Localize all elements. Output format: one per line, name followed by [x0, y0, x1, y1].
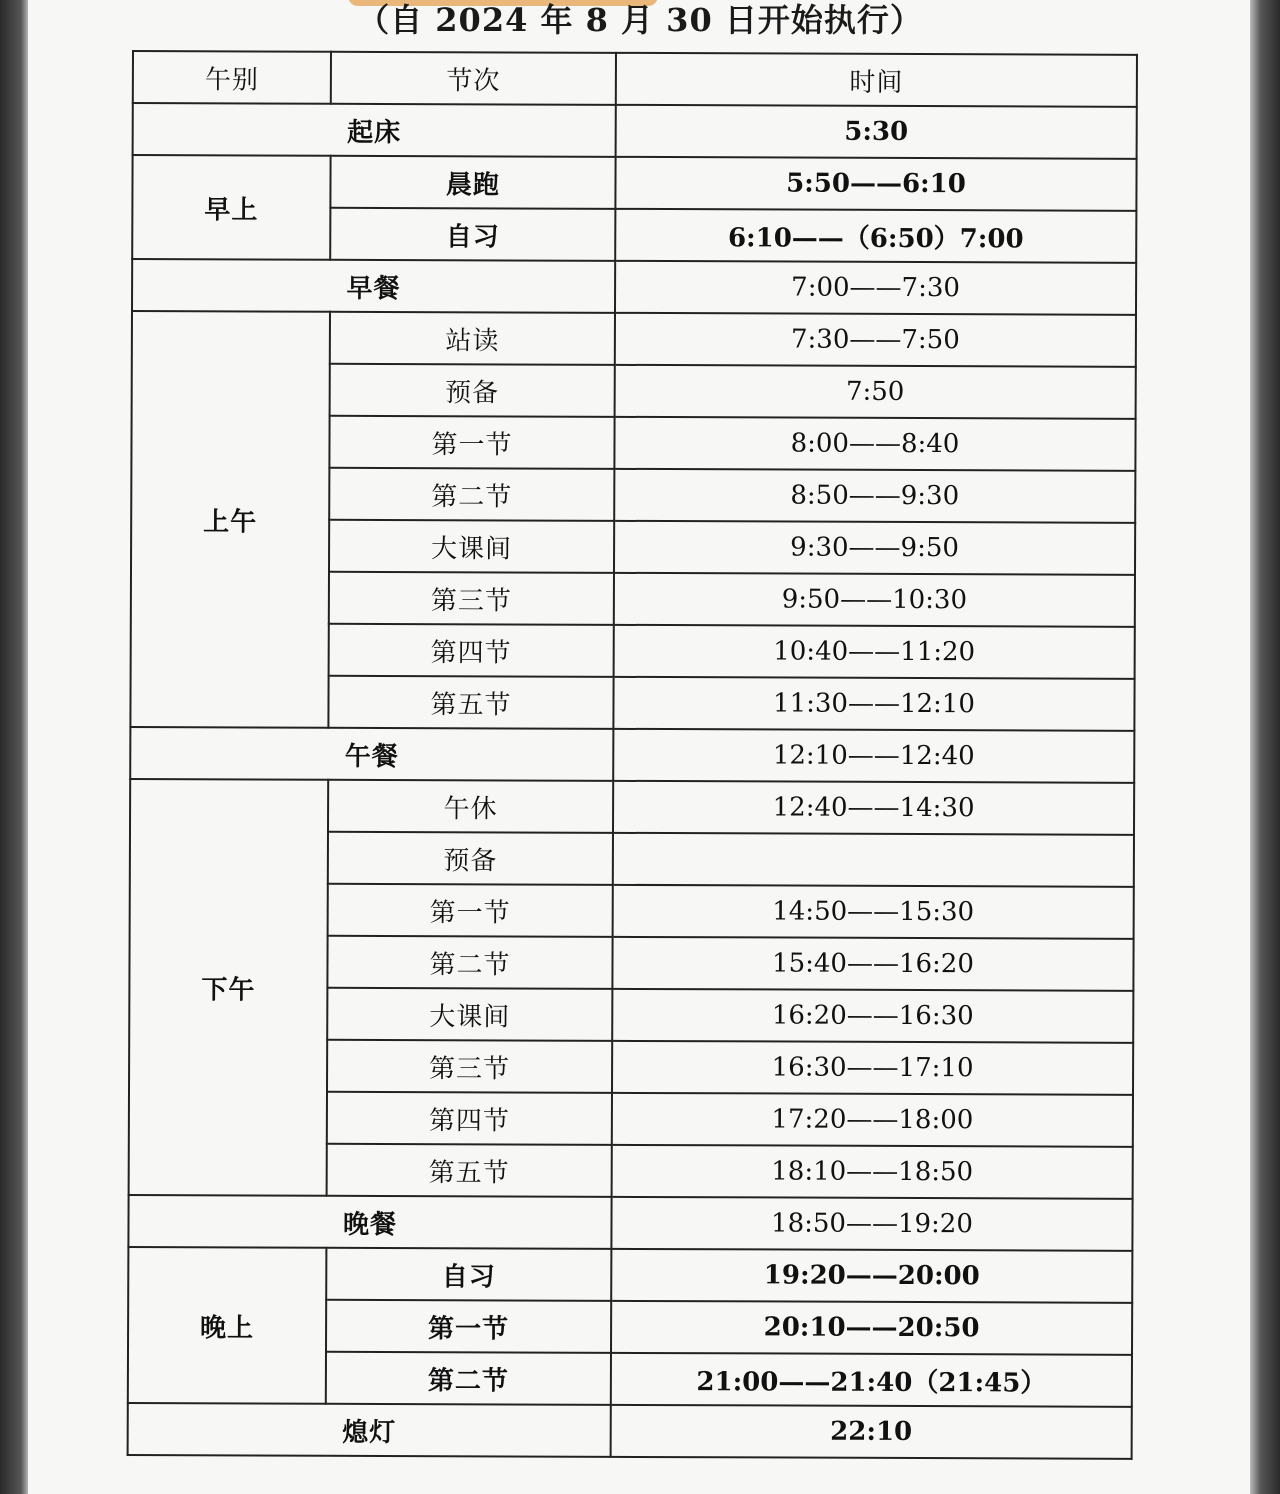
session-cell: 大课间	[327, 988, 612, 1041]
table-row	[133, 103, 1137, 159]
row-label-wake: 起床	[133, 103, 616, 157]
session-cell: 第三节	[327, 1040, 612, 1093]
session-cell: 第一节	[329, 416, 614, 469]
period-morning: 早上	[132, 155, 330, 260]
period-evening: 晚上	[128, 1247, 327, 1404]
time-cell	[613, 833, 1134, 887]
schedule-table	[127, 50, 1138, 1460]
time-cell: 22:10	[611, 1405, 1132, 1459]
time-cell: 15:40——16:20	[612, 937, 1133, 991]
table-row	[130, 727, 1134, 783]
time-cell: 8:00——8:40	[614, 417, 1135, 471]
time-cell: 5:30	[616, 105, 1137, 159]
time-cell: 7:00——7:30	[615, 261, 1136, 315]
session-cell: 第二节	[327, 936, 612, 989]
time-cell: 19:20——20:00	[611, 1249, 1132, 1303]
time-cell: 10:40——11:20	[614, 625, 1135, 679]
table-row	[132, 155, 1136, 211]
time-cell: 16:30——17:10	[612, 1041, 1133, 1095]
session-cell: 第一节	[328, 884, 613, 937]
time-cell: 12:10——12:40	[613, 729, 1134, 783]
session-cell: 第三节	[329, 572, 614, 625]
session-cell: 预备	[328, 832, 613, 885]
time-cell: 8:50——9:30	[614, 469, 1135, 523]
period-forenoon: 上午	[130, 311, 330, 728]
session-cell: 自习	[330, 208, 615, 261]
row-label-lights-out: 熄灯	[128, 1403, 611, 1457]
time-cell: 20:10——20:50	[611, 1301, 1132, 1355]
session-cell: 预备	[330, 364, 615, 417]
time-cell: 5:50——6:10	[615, 157, 1136, 211]
table-row	[128, 1247, 1132, 1303]
left-edge	[0, 0, 30, 1494]
table-row	[128, 1195, 1132, 1251]
session-cell: 第四节	[329, 624, 614, 677]
period-afternoon: 下午	[129, 779, 329, 1196]
session-cell: 第四节	[327, 1092, 612, 1145]
session-cell: 第二节	[326, 1352, 611, 1405]
session-cell: 第五节	[328, 676, 613, 729]
table-row	[132, 311, 1136, 367]
session-cell: 第一节	[326, 1300, 611, 1353]
row-label-dinner: 晚餐	[128, 1195, 611, 1249]
session-cell: 自习	[326, 1248, 611, 1301]
time-cell: 11:30——12:10	[613, 677, 1134, 731]
session-cell: 午休	[328, 780, 613, 833]
time-cell: 17:20——18:00	[612, 1093, 1133, 1147]
header-period: 午别	[133, 51, 331, 104]
table-row	[132, 259, 1136, 315]
time-cell: 18:50——19:20	[611, 1197, 1132, 1251]
table-row	[128, 1403, 1132, 1459]
time-cell: 6:10——（6:50）7:00	[615, 209, 1136, 263]
header-time: 时间	[616, 53, 1137, 107]
row-label-lunch: 午餐	[130, 727, 613, 781]
time-cell: 7:50	[615, 365, 1136, 419]
time-cell: 14:50——15:30	[613, 885, 1134, 939]
table-row	[130, 779, 1134, 835]
time-cell: 12:40——14:30	[613, 781, 1134, 835]
header-session: 节次	[331, 52, 616, 105]
right-edge	[1248, 0, 1280, 1494]
time-cell: 9:50——10:30	[614, 573, 1135, 627]
session-cell: 大课间	[329, 520, 614, 573]
schedule-subtitle: （自 2024 年 8 月 30 日开始执行）	[357, 1, 923, 39]
session-cell: 晨跑	[330, 156, 615, 209]
header-row	[133, 51, 1137, 107]
time-cell: 9:30——9:50	[614, 521, 1135, 575]
time-cell: 7:30——7:50	[615, 313, 1136, 367]
time-cell: 21:00——21:40（21:45）	[611, 1353, 1132, 1407]
time-cell: 16:20——16:30	[612, 989, 1133, 1043]
session-cell: 第二节	[329, 468, 614, 521]
row-label-breakfast: 早餐	[132, 259, 615, 313]
time-cell: 18:10——18:50	[612, 1145, 1133, 1199]
session-cell: 站读	[330, 312, 615, 365]
session-cell: 第五节	[327, 1144, 612, 1197]
